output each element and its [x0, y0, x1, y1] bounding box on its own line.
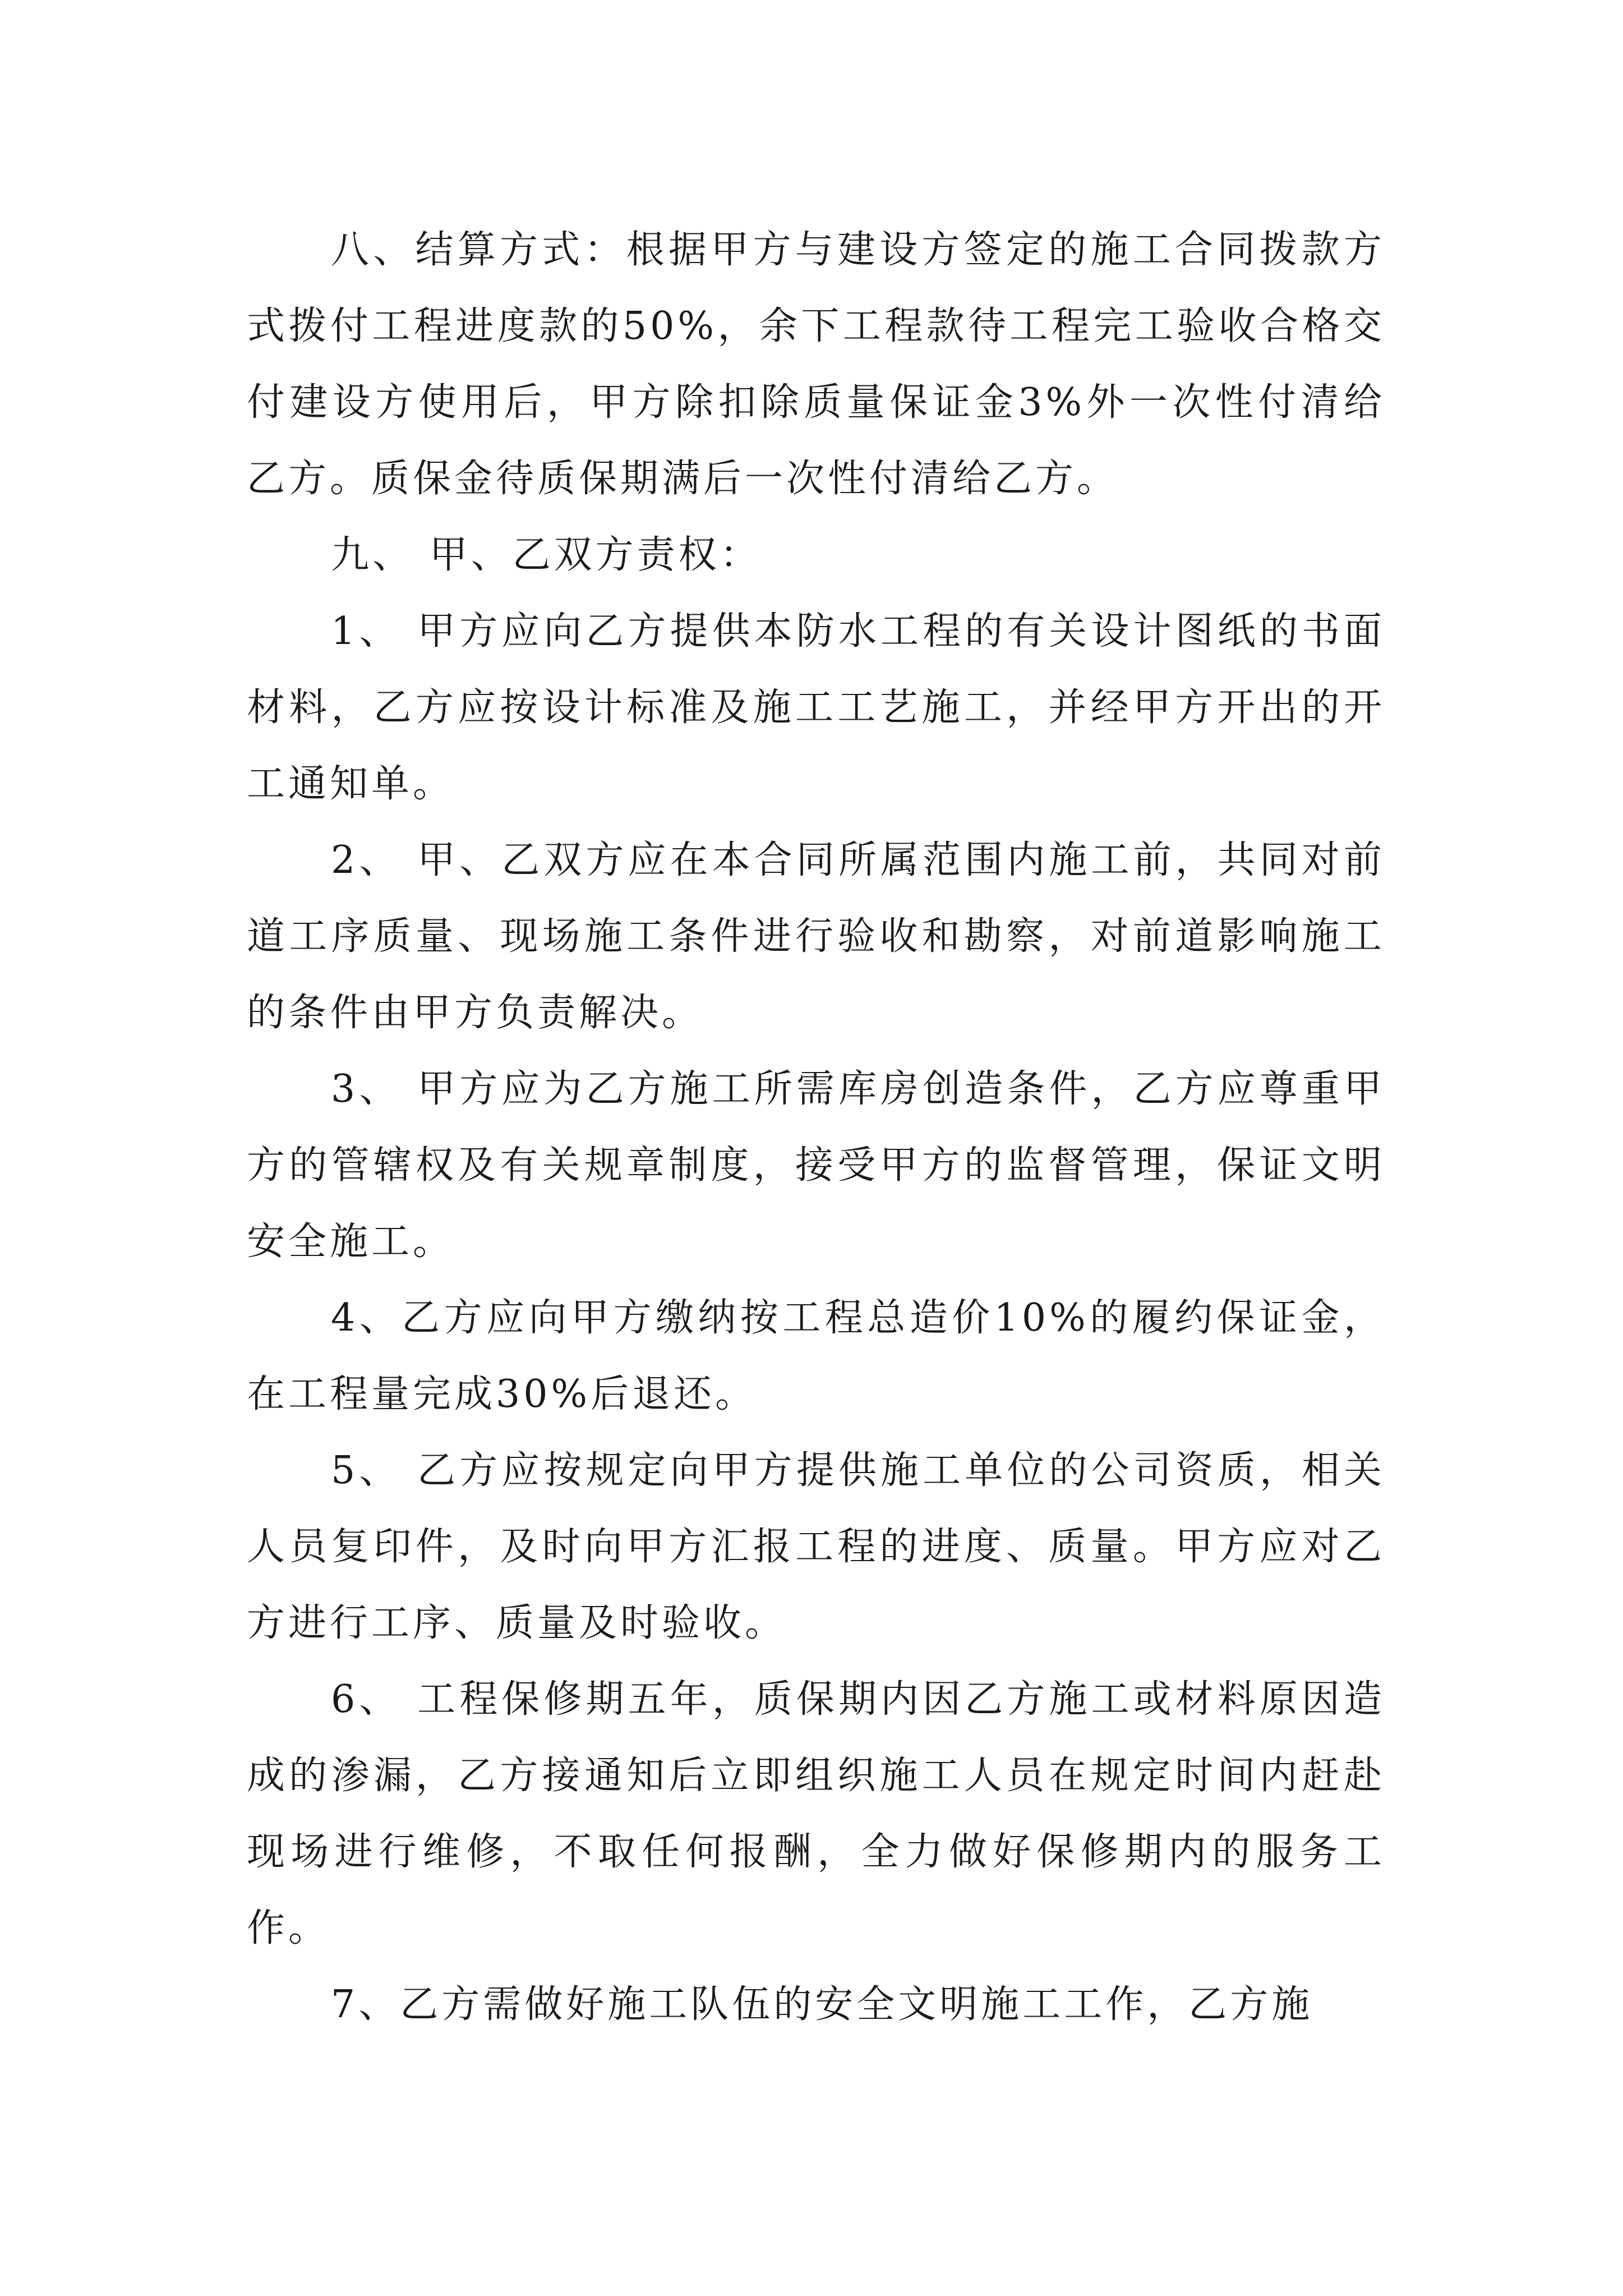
settlement-paragraph: 八、结算方式：根据甲方与建设方签定的施工合同拨款方式拨付工程进度款的50%，余下工程款待工程完工验收合格交付建设方使用后，甲方除扣除质量保证金3%外一次性付清给乙方。质保金待质保期满后一次性付清给乙方。: [247, 228, 1385, 501]
clause-3-paragraph: 3、 甲方应为乙方施工所需库房创造条件，乙方应尊重甲方的管辖权及有关规章制度，接受甲方的监督管理，保证文明安全施工。: [247, 1067, 1385, 1264]
clause-5-paragraph: 5、 乙方应按规定向甲方提供施工单位的公司资质，相关人员复印件，及时向甲方汇报工程的进度、质量。甲方应对乙方进行工序、质量及时验收。: [247, 1448, 1385, 1645]
clause-6-paragraph: 6、 工程保修期五年，质保期内因乙方施工或材料原因造成的渗漏，乙方接通知后立即组织施工人员在规定时间内赶赴现场进行维修，不取任何报酬，全力做好保修期内的服务工作。: [247, 1677, 1385, 1950]
clause-2-paragraph: 2、 甲、乙双方应在本合同所属范围内施工前，共同对前道工序质量、现场施工条件进行验收和勘察，对前道影响施工的条件由甲方负责解决。: [247, 838, 1385, 1035]
clause-7-paragraph: 7、乙方需做好施工队伍的安全文明施工工作，乙方施: [331, 1982, 1313, 2027]
clause-1-paragraph: 1、 甲方应向乙方提供本防水工程的有关设计图纸的书面材料，乙方应按设计标准及施工工艺施工，并经甲方开出的开工通知单。: [247, 609, 1385, 806]
rights-heading: 九、 甲、乙双方责权：: [331, 533, 762, 577]
clause-4-paragraph: 4、乙方应向甲方缴纳按工程总造价10%的履约保证金，在工程量完成30%后退还。: [247, 1296, 1385, 1416]
document-body: [247, 212, 1385, 2043]
